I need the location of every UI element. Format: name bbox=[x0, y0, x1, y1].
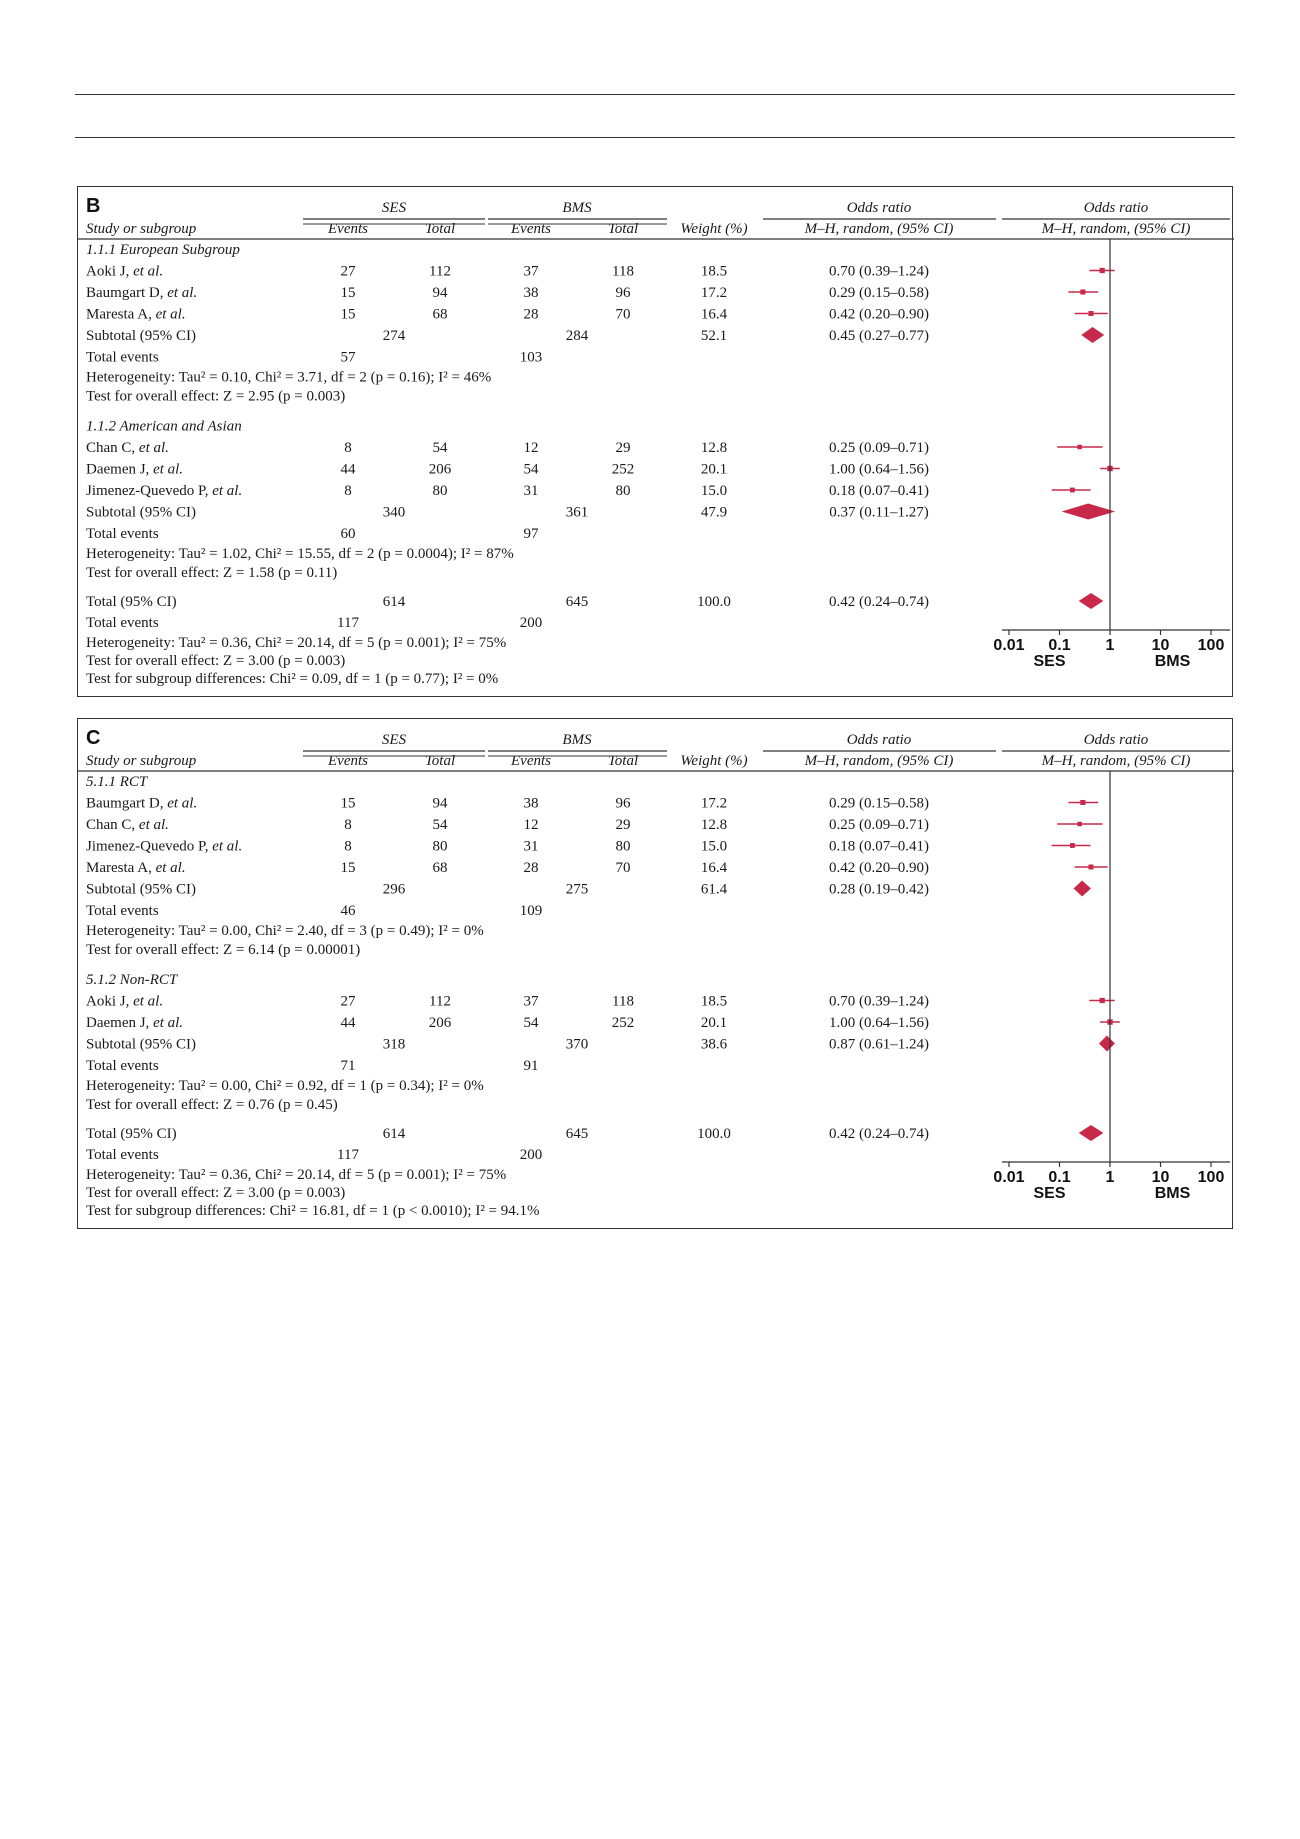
study-etal: et al. bbox=[138, 817, 169, 833]
total-events-ses: 60 bbox=[340, 526, 356, 542]
study-etal: et al. bbox=[133, 993, 164, 1010]
ses-events: 44 bbox=[340, 461, 356, 478]
ses-events: 15 bbox=[340, 860, 356, 876]
study-etal: et al. bbox=[155, 306, 186, 323]
total-label: Total (95% CI) bbox=[86, 594, 177, 610]
total-header-1: Total bbox=[424, 753, 456, 769]
bms-events: 28 bbox=[523, 860, 539, 876]
study-name bbox=[86, 839, 242, 855]
x-tick-label: 10 bbox=[1151, 1169, 1170, 1186]
x-tick-label: 0.1 bbox=[1048, 1169, 1071, 1186]
bms-events: 38 bbox=[523, 285, 539, 301]
ses-events: 44 bbox=[340, 1015, 356, 1031]
overall-effect-text: Test for overall effect: Z = 2.95 (p = 0.003) bbox=[86, 388, 346, 405]
bms-total: 29 bbox=[615, 817, 631, 833]
bms-total: 70 bbox=[615, 860, 631, 876]
study-etal: et al. bbox=[212, 838, 243, 855]
forest-plot-panel-b bbox=[77, 186, 1233, 697]
study-point bbox=[1088, 311, 1093, 316]
bms-total: 80 bbox=[615, 838, 631, 855]
subtotal-diamond bbox=[1099, 1036, 1115, 1052]
forest-plot-panel-c bbox=[77, 718, 1233, 1229]
study-odds-ratio: 0.42 (0.20–0.90) bbox=[829, 306, 929, 323]
total-events-bms: 200 bbox=[519, 615, 543, 631]
study-header: Study or subgroup bbox=[86, 221, 197, 237]
study-name bbox=[86, 796, 197, 812]
events-header-1: Events bbox=[328, 753, 368, 769]
forest-plot-b-svg bbox=[78, 187, 1234, 698]
study-name bbox=[86, 994, 163, 1010]
total-events-bms: 97 bbox=[523, 526, 539, 542]
ses-events: 8 bbox=[344, 838, 352, 855]
study-etal: et al. bbox=[167, 795, 198, 812]
total-events-label: Total events bbox=[86, 615, 159, 631]
subtotal-diamond bbox=[1081, 327, 1104, 343]
study-weight: 15.0 bbox=[700, 483, 728, 499]
total-events-label: Total events bbox=[86, 1058, 159, 1074]
ses-events: 27 bbox=[340, 263, 356, 280]
total-events-ses: 117 bbox=[337, 1147, 359, 1163]
heterogeneity-text: Heterogeneity: Tau² = 0.00, Chi² = 0.92, df = 1 (p = 0.34); I² = 0% bbox=[86, 1078, 484, 1094]
subtotal-weight: 52.1 bbox=[700, 328, 728, 344]
bms-events: 28 bbox=[523, 306, 539, 323]
study-author: Maresta A, bbox=[86, 306, 156, 323]
subtotal-bms-total: 275 bbox=[565, 881, 589, 898]
bms-events: 31 bbox=[523, 483, 539, 499]
panel-label: B bbox=[86, 195, 101, 217]
study-weight: 18.5 bbox=[700, 263, 728, 280]
study-weight: 16.4 bbox=[700, 860, 728, 876]
total-header-2: Total bbox=[607, 753, 639, 769]
total-events-bms: 103 bbox=[519, 349, 543, 366]
subtotal-label: Subtotal (95% CI) bbox=[86, 328, 196, 344]
or-title-header: Odds ratio bbox=[846, 200, 912, 216]
x-tick-label: 0.1 bbox=[1048, 637, 1071, 654]
ses-total: 206 bbox=[428, 461, 452, 478]
study-odds-ratio: 0.42 (0.20–0.90) bbox=[829, 860, 929, 876]
subtotal-diamond bbox=[1074, 881, 1091, 897]
total-events-bms: 200 bbox=[519, 1147, 543, 1163]
ses-total: 54 bbox=[432, 440, 448, 456]
study-name bbox=[86, 1015, 183, 1031]
heterogeneity-text: Heterogeneity: Tau² = 1.02, Chi² = 15.55, df = 2 (p = 0.0004); I² = 87% bbox=[86, 546, 514, 562]
study-author: Jimenez-Quevedo P, bbox=[86, 838, 213, 855]
bms-events: 37 bbox=[523, 993, 539, 1010]
x-tick-label: 1 bbox=[1105, 1169, 1115, 1186]
plot-method-header: M–H, random, (95% CI) bbox=[1041, 753, 1191, 769]
group2-header: BMS bbox=[562, 200, 592, 216]
ses-total: 80 bbox=[432, 838, 448, 855]
ses-events: 27 bbox=[340, 993, 356, 1010]
study-odds-ratio: 0.25 (0.09–0.71) bbox=[829, 440, 929, 456]
bms-total: 80 bbox=[615, 483, 631, 499]
overall-effect-text: Test for overall effect: Z = 6.14 (p = 0.00001) bbox=[86, 942, 361, 958]
overall-effect-text: Test for overall effect: Z = 1.58 (p = 0.11) bbox=[86, 565, 338, 581]
subtotal-ses-total: 318 bbox=[382, 1036, 406, 1053]
subtotal-bms-total: 284 bbox=[565, 328, 589, 344]
total-diamond bbox=[1079, 593, 1104, 609]
events-header-2: Events bbox=[511, 221, 551, 237]
study-author: Baumgart D, bbox=[86, 795, 168, 812]
study-point bbox=[1070, 488, 1075, 493]
bms-events: 12 bbox=[523, 817, 539, 833]
x-tick-label: 0.01 bbox=[993, 1169, 1025, 1186]
study-odds-ratio: 0.29 (0.15–0.58) bbox=[829, 795, 929, 812]
total-diamond bbox=[1079, 1125, 1104, 1141]
ses-events: 15 bbox=[340, 285, 356, 301]
x-tick-label: 0.01 bbox=[993, 637, 1025, 654]
study-etal: et al. bbox=[138, 440, 169, 456]
study-point bbox=[1077, 445, 1082, 450]
ses-total: 54 bbox=[432, 817, 448, 833]
study-odds-ratio: 0.70 (0.39–1.24) bbox=[829, 263, 929, 280]
study-weight: 17.2 bbox=[700, 795, 728, 812]
study-name bbox=[86, 462, 183, 478]
study-weight: 12.8 bbox=[700, 440, 728, 456]
study-author: Baumgart D, bbox=[86, 285, 168, 301]
total-events-bms: 91 bbox=[523, 1058, 539, 1074]
or-title-header: Odds ratio bbox=[846, 732, 912, 748]
bms-events: 54 bbox=[523, 461, 539, 478]
total-events-label: Total events bbox=[86, 526, 159, 542]
overall-effect-text: Test for overall effect: Z = 3.00 (p = 0.003) bbox=[86, 1185, 346, 1201]
subtotal-weight: 61.4 bbox=[700, 881, 728, 898]
overall-effect-text: Test for overall effect: Z = 3.00 (p = 0.003) bbox=[86, 653, 346, 669]
subgroup-title: 1.1.1 European Subgroup bbox=[86, 242, 240, 258]
subgroup-differences-text: Test for subgroup differences: Chi² = 16.81, df = 1 (p < 0.0010); I² = 94.1% bbox=[86, 1203, 540, 1219]
bms-events: 12 bbox=[523, 440, 539, 456]
overall-effect-text: Test for overall effect: Z = 0.76 (p = 0.45) bbox=[86, 1097, 338, 1113]
heterogeneity-text: Heterogeneity: Tau² = 0.36, Chi² = 20.14, df = 5 (p = 0.001); I² = 75% bbox=[86, 635, 507, 651]
ses-total: 68 bbox=[432, 306, 448, 323]
x-tick-label: 10 bbox=[1151, 637, 1170, 654]
study-author: Aoki J, bbox=[86, 263, 134, 280]
bms-events: 38 bbox=[523, 795, 539, 812]
subgroup-title: 5.1.2 Non-RCT bbox=[86, 972, 178, 988]
study-author: Chan C, bbox=[86, 817, 139, 833]
study-name bbox=[86, 440, 169, 456]
bms-events: 37 bbox=[523, 263, 539, 280]
study-odds-ratio: 0.25 (0.09–0.71) bbox=[829, 817, 929, 833]
events-header-1: Events bbox=[328, 221, 368, 237]
study-author: Daemen J, bbox=[86, 461, 154, 478]
total-events-ses: 71 bbox=[340, 1058, 356, 1074]
study-weight: 12.8 bbox=[700, 817, 728, 833]
study-author: Jimenez-Quevedo P, bbox=[86, 483, 213, 499]
page-rule-top bbox=[75, 94, 1235, 95]
group1-header: SES bbox=[381, 200, 407, 216]
total-header-2: Total bbox=[607, 221, 639, 237]
bms-total: 29 bbox=[615, 440, 631, 456]
study-point bbox=[1080, 800, 1085, 805]
subtotal-label: Subtotal (95% CI) bbox=[86, 1036, 196, 1053]
or-method-header: M–H, random, (95% CI) bbox=[804, 753, 954, 769]
study-odds-ratio: 1.00 (0.64–1.56) bbox=[829, 461, 929, 478]
x-right-label: BMS bbox=[1154, 653, 1191, 670]
study-weight: 16.4 bbox=[700, 306, 728, 323]
study-name bbox=[86, 483, 242, 499]
total-events-bms: 109 bbox=[519, 903, 543, 919]
bms-total: 252 bbox=[611, 1015, 635, 1031]
bms-total: 118 bbox=[612, 263, 634, 280]
bms-total: 252 bbox=[611, 461, 635, 478]
subtotal-label: Subtotal (95% CI) bbox=[86, 504, 196, 521]
study-odds-ratio: 0.18 (0.07–0.41) bbox=[829, 483, 929, 499]
total-events-label: Total events bbox=[86, 903, 159, 919]
study-name bbox=[86, 860, 186, 876]
group1-header: SES bbox=[381, 732, 407, 748]
subtotal-ses-total: 340 bbox=[382, 504, 406, 521]
bms-total: 96 bbox=[615, 285, 631, 301]
bms-total: 96 bbox=[615, 795, 631, 812]
subgroup-title: 1.1.2 American and Asian bbox=[86, 418, 242, 435]
study-author: Aoki J, bbox=[86, 993, 134, 1010]
ses-events: 8 bbox=[344, 817, 352, 833]
bms-events: 54 bbox=[523, 1015, 539, 1031]
total-events-ses: 57 bbox=[340, 349, 356, 366]
study-etal: et al. bbox=[153, 1015, 184, 1031]
study-weight: 17.2 bbox=[700, 285, 728, 301]
subgroup-differences-text: Test for subgroup differences: Chi² = 0.09, df = 1 (p = 0.77); I² = 0% bbox=[86, 671, 499, 687]
x-left-label: SES bbox=[1033, 1185, 1066, 1202]
study-etal: et al. bbox=[212, 483, 243, 499]
x-tick-label: 100 bbox=[1197, 1169, 1225, 1186]
subtotal-bms-total: 370 bbox=[565, 1036, 589, 1053]
total-weight: 100.0 bbox=[697, 594, 731, 610]
x-tick-label: 1 bbox=[1105, 637, 1115, 654]
ses-events: 8 bbox=[344, 483, 352, 499]
study-weight: 18.5 bbox=[700, 993, 728, 1010]
study-point bbox=[1100, 268, 1105, 273]
bms-total: 118 bbox=[612, 993, 634, 1010]
subtotal-odds-ratio: 0.28 (0.19–0.42) bbox=[829, 881, 929, 898]
total-events-ses: 117 bbox=[337, 615, 359, 631]
study-odds-ratio: 0.70 (0.39–1.24) bbox=[829, 993, 929, 1010]
study-point bbox=[1070, 843, 1075, 848]
ses-events: 15 bbox=[340, 306, 356, 323]
subtotal-odds-ratio: 0.37 (0.11–1.27) bbox=[829, 504, 929, 521]
ses-events: 15 bbox=[340, 795, 356, 812]
subtotal-weight: 38.6 bbox=[700, 1036, 728, 1053]
plot-title-header: Odds ratio bbox=[1083, 732, 1149, 748]
study-name bbox=[86, 307, 186, 323]
weight-header: Weight (%) bbox=[680, 221, 748, 237]
study-name bbox=[86, 285, 197, 301]
study-author: Maresta A, bbox=[86, 860, 156, 876]
total-events-label: Total events bbox=[86, 349, 159, 366]
events-header-2: Events bbox=[511, 753, 551, 769]
total-bms: 645 bbox=[565, 594, 589, 610]
page-rule-second bbox=[75, 137, 1235, 138]
total-bms: 645 bbox=[565, 1126, 589, 1142]
total-ses: 614 bbox=[382, 1126, 406, 1142]
subtotal-bms-total: 361 bbox=[565, 504, 589, 521]
subtotal-odds-ratio: 0.87 (0.61–1.24) bbox=[829, 1036, 929, 1053]
study-etal: et al. bbox=[153, 461, 184, 478]
total-ses: 614 bbox=[382, 594, 406, 610]
study-point bbox=[1088, 865, 1093, 870]
study-etal: et al. bbox=[155, 860, 186, 876]
study-odds-ratio: 0.18 (0.07–0.41) bbox=[829, 838, 929, 855]
subtotal-ses-total: 274 bbox=[382, 328, 406, 344]
bms-events: 31 bbox=[523, 838, 539, 855]
x-tick-label: 100 bbox=[1197, 637, 1225, 654]
study-author: Chan C, bbox=[86, 440, 139, 456]
ses-total: 206 bbox=[428, 1015, 452, 1031]
study-odds-ratio: 1.00 (0.64–1.56) bbox=[829, 1015, 929, 1031]
total-events-label: Total events bbox=[86, 1147, 159, 1163]
subtotal-ses-total: 296 bbox=[382, 881, 406, 898]
weight-header: Weight (%) bbox=[680, 753, 748, 769]
group2-header: BMS bbox=[562, 732, 592, 748]
or-method-header: M–H, random, (95% CI) bbox=[804, 221, 954, 237]
study-etal: et al. bbox=[167, 285, 198, 301]
plot-method-header: M–H, random, (95% CI) bbox=[1041, 221, 1191, 237]
study-weight: 15.0 bbox=[700, 838, 728, 855]
study-point bbox=[1100, 998, 1105, 1003]
ses-total: 94 bbox=[432, 285, 448, 301]
x-left-label: SES bbox=[1033, 653, 1066, 670]
study-header: Study or subgroup bbox=[86, 753, 197, 769]
subtotal-weight: 47.9 bbox=[700, 504, 728, 521]
heterogeneity-text: Heterogeneity: Tau² = 0.36, Chi² = 20.14, df = 5 (p = 0.001); I² = 75% bbox=[86, 1167, 507, 1183]
total-header-1: Total bbox=[424, 221, 456, 237]
study-weight: 20.1 bbox=[700, 1015, 728, 1031]
x-right-label: BMS bbox=[1154, 1185, 1191, 1202]
ses-total: 94 bbox=[432, 795, 448, 812]
total-weight: 100.0 bbox=[697, 1126, 731, 1142]
study-odds-ratio: 0.29 (0.15–0.58) bbox=[829, 285, 929, 301]
total-odds-ratio: 0.42 (0.24–0.74) bbox=[829, 594, 929, 610]
ses-total: 112 bbox=[429, 263, 451, 280]
subtotal-diamond bbox=[1062, 504, 1116, 520]
ses-events: 8 bbox=[344, 440, 352, 456]
bms-total: 70 bbox=[615, 306, 631, 323]
heterogeneity-text: Heterogeneity: Tau² = 0.10, Chi² = 3.71, df = 2 (p = 0.16); I² = 46% bbox=[86, 369, 492, 386]
study-point bbox=[1077, 822, 1082, 827]
plot-title-header: Odds ratio bbox=[1083, 200, 1149, 216]
total-odds-ratio: 0.42 (0.24–0.74) bbox=[829, 1126, 929, 1142]
ses-total: 68 bbox=[432, 860, 448, 876]
study-name bbox=[86, 264, 163, 280]
panel-label: C bbox=[86, 727, 101, 749]
study-weight: 20.1 bbox=[700, 461, 728, 478]
study-etal: et al. bbox=[133, 263, 164, 280]
forest-plot-c-svg bbox=[78, 719, 1234, 1230]
ses-total: 80 bbox=[432, 483, 448, 499]
study-point bbox=[1080, 289, 1085, 294]
ses-total: 112 bbox=[429, 993, 451, 1010]
subgroup-title: 5.1.1 RCT bbox=[86, 774, 148, 790]
total-events-ses: 46 bbox=[340, 903, 356, 919]
study-name bbox=[86, 817, 169, 833]
subtotal-odds-ratio: 0.45 (0.27–0.77) bbox=[829, 328, 929, 344]
study-author: Daemen J, bbox=[86, 1015, 154, 1031]
total-label: Total (95% CI) bbox=[86, 1126, 177, 1142]
subtotal-label: Subtotal (95% CI) bbox=[86, 881, 196, 898]
heterogeneity-text: Heterogeneity: Tau² = 0.00, Chi² = 2.40, df = 3 (p = 0.49); I² = 0% bbox=[86, 923, 484, 939]
